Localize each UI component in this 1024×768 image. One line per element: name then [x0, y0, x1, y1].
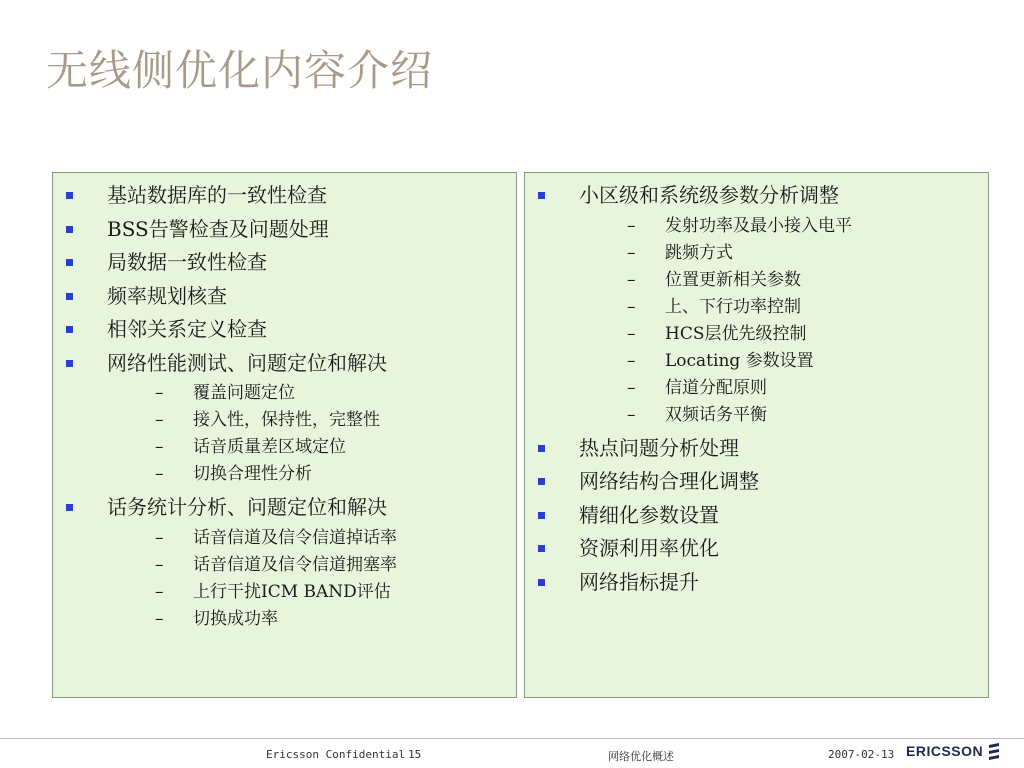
sub-item	[53, 552, 516, 579]
sub-item	[53, 461, 516, 488]
sub-item	[525, 294, 988, 321]
footer-confidential: Ericsson Confidential	[266, 748, 406, 761]
sub-item	[53, 525, 516, 552]
bullet-text: 资源利用率优化	[579, 536, 719, 560]
dash-marker: –	[627, 350, 636, 371]
bullet-text: 频率规划核查	[107, 283, 227, 308]
dash-marker: –	[627, 242, 636, 263]
slide-title: 无线侧优化内容介绍	[46, 46, 434, 95]
dash-marker: –	[627, 404, 636, 425]
bullet-text: 基站数据库的一致性检查	[107, 183, 327, 207]
sub-item	[53, 579, 516, 606]
ericsson-logo	[906, 742, 1001, 760]
footer-page-number: 15	[408, 748, 422, 761]
bullet-item	[525, 566, 988, 600]
dash-marker: –	[155, 581, 164, 602]
sub-item	[53, 606, 516, 633]
dash-marker: –	[627, 323, 636, 344]
sub-item-text: 话音质量差区域定位	[193, 437, 346, 457]
bullet-item	[525, 499, 988, 533]
bullet-item	[53, 347, 516, 381]
square-bullet-icon	[538, 512, 545, 519]
dash-marker: –	[155, 383, 164, 403]
sub-item-text: 位置更新相关参数	[665, 269, 801, 290]
square-bullet-icon	[538, 192, 545, 199]
square-bullet-icon	[66, 293, 73, 300]
bullet-item	[53, 280, 516, 314]
sub-list	[53, 380, 516, 488]
bullet-text: 网络性能测试、问题定位和解决	[107, 350, 387, 375]
sub-item-text: 话音信道及信令信道拥塞率	[193, 554, 397, 575]
bullet-text: 相邻关系定义检查	[107, 317, 267, 341]
bullet-item	[53, 179, 516, 213]
dash-marker: –	[155, 464, 164, 484]
sub-item	[53, 380, 516, 407]
bullet-text: 精细化参数设置	[579, 502, 719, 527]
square-bullet-icon	[66, 504, 73, 511]
left-content-panel	[52, 172, 517, 698]
sub-item-text: 上、下行功率控制	[665, 296, 801, 317]
sub-item-text: 上行干扰ICM BAND评估	[193, 581, 391, 602]
sub-item	[525, 213, 988, 240]
left-bullet-list	[53, 179, 516, 633]
square-bullet-icon	[66, 192, 73, 199]
bullet-text: BSS告警检查及问题处理	[107, 216, 329, 241]
sub-item	[525, 267, 988, 294]
sub-item-text: 话音信道及信令信道掉话率	[193, 527, 397, 548]
sub-item	[53, 407, 516, 434]
bullet-text: 小区级和系统级参数分析调整	[579, 183, 839, 207]
sub-item-text: 双频话务平衡	[665, 404, 767, 425]
bullet-item	[53, 313, 516, 347]
bullet-item	[525, 532, 988, 566]
logo-text: ERICSSON	[906, 743, 984, 759]
sub-list	[53, 525, 516, 633]
square-bullet-icon	[66, 259, 73, 266]
square-bullet-icon	[66, 360, 73, 367]
sub-item-text: 覆盖问题定位	[193, 383, 295, 403]
square-bullet-icon	[538, 445, 545, 452]
dash-marker: –	[627, 377, 636, 398]
sub-item-text: HCS层优先级控制	[665, 323, 807, 344]
square-bullet-icon	[538, 579, 545, 586]
dash-marker: –	[155, 437, 164, 457]
bullet-text: 网络结构合理化调整	[579, 469, 759, 493]
right-content-panel	[524, 172, 989, 698]
bullet-item	[525, 179, 988, 213]
square-bullet-icon	[538, 478, 545, 485]
footer-divider	[0, 738, 1024, 739]
sub-item-text: Locating 参数设置	[665, 350, 814, 371]
sub-item	[525, 348, 988, 375]
bullet-item	[53, 246, 516, 280]
dash-marker: –	[155, 608, 164, 629]
bullet-item	[53, 491, 516, 525]
square-bullet-icon	[538, 545, 545, 552]
sub-item	[53, 434, 516, 461]
sub-item	[525, 402, 988, 429]
sub-list	[525, 213, 988, 429]
bullet-item	[525, 432, 988, 466]
bullet-text: 热点问题分析处理	[579, 435, 739, 460]
dash-marker: –	[155, 554, 164, 575]
ericsson-mark-icon	[987, 742, 1001, 760]
square-bullet-icon	[66, 326, 73, 333]
sub-item-text: 发射功率及最小接入电平	[665, 215, 852, 236]
footer-topic: 网络优化概述	[608, 750, 674, 763]
dash-marker: –	[627, 215, 636, 236]
dash-marker: –	[627, 296, 636, 317]
dash-marker: –	[627, 269, 636, 290]
sub-item	[525, 375, 988, 402]
square-bullet-icon	[66, 226, 73, 233]
sub-item-text: 跳频方式	[665, 242, 733, 263]
sub-item	[525, 321, 988, 348]
bullet-text: 局数据一致性检查	[107, 250, 267, 274]
bullet-item	[525, 465, 988, 499]
dash-marker: –	[155, 527, 164, 548]
sub-item	[525, 240, 988, 267]
sub-item-text: 切换成功率	[193, 608, 278, 629]
sub-item-text: 切换合理性分析	[193, 464, 312, 484]
sub-item-text: 信道分配原则	[665, 377, 767, 398]
right-bullet-list	[525, 179, 988, 599]
bullet-text: 话务统计分析、问题定位和解决	[107, 495, 387, 519]
bullet-text: 网络指标提升	[579, 569, 699, 594]
bullet-item	[53, 213, 516, 247]
dash-marker: –	[155, 410, 164, 430]
footer-date: 2007-02-13	[828, 748, 895, 761]
sub-item-text: 接入性，保持性，完整性	[193, 410, 380, 430]
